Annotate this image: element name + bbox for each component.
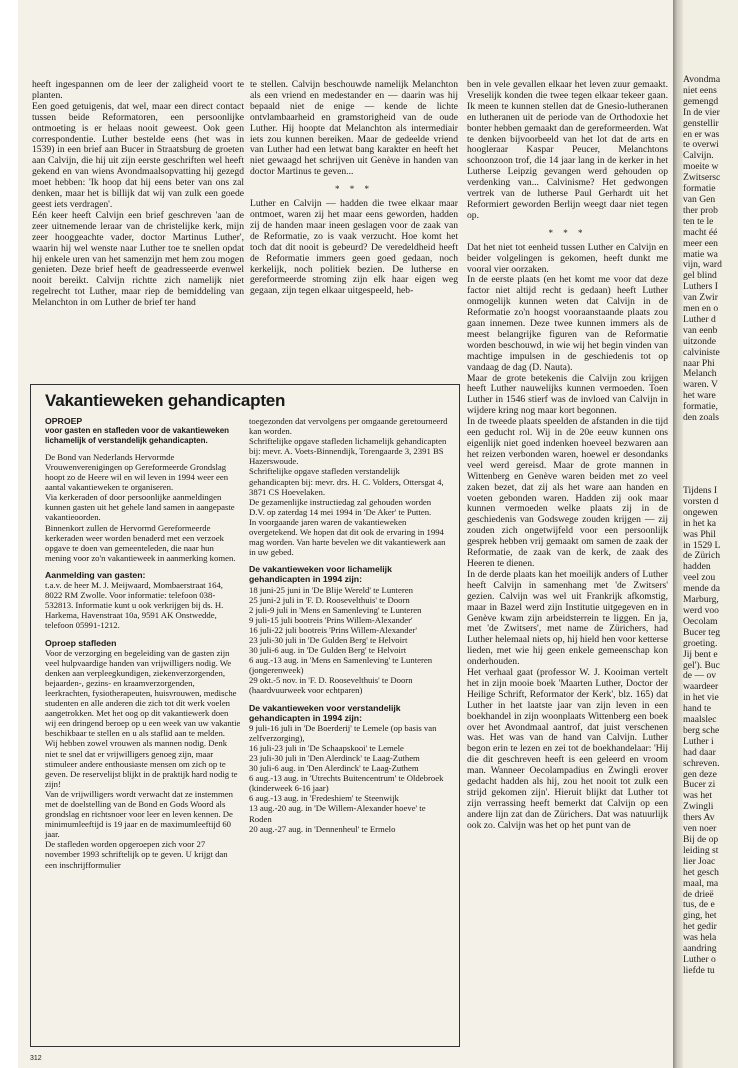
facing-page-line: liefde tu [683,964,715,976]
facing-page-line: in het ka [683,517,717,529]
paragraph: In de tweede plaats speelden de afstanden in die tijd een geducht rol. Wij in de 20e eeuw kunnen ons eigenlijk niet goed indenken hoeveel bezwaren aan het reizen verbonden waren, hoewel er desondanks veel werd gereisd. Maar de grote mannen in Wittenberg en Genève waren beiden met zo veel zaken bezet, dat zij als het ware aan handen en voeten gebonden waren. Hadden zij ook maar kunnen vermoeden welke plaats zij in de geschiedenis van Godswege zouden krijgen — zij zouden zich ongetwijfeld voor een persoonlijk gesprek hebben vrij gemaakt om samen de zaak der Reformatie, de zaak van de kerk, de zaak des Heeren te dienen. [467,416,668,569]
paragraph: Een goed getuigenis, dat wel, maar een direct contact tussen beide Reformatoren, een persoonlijke ontmoeting is er helaas nooit geweest. Ook geen correspondentie. Luther bestelde eens (het was in 1539) in een brief aan Bucer in Straatsburg de groeten aan Calvijn, die hij uit zijn eerste geschriften wel heeft gekend en van wiens Avondmaalsopvatting hij gezegd moet hebben: 'Ik hoop dat hij eens beter van ons zal denken, maar het is billijk dat wij van zulk een goede geest iets verdragen'. [32,100,244,210]
facing-page-line: de — ov [683,670,717,682]
paragraph: In de eerste plaats (en het komt me voor dat deze factor niet altijd recht is gedaan) heeft Luther onmogelijk kunnen weten dat Calvijn in de Reformatie zo'n hoogst vooraanstaande plaats zou gaan innemen. Deze twee kunnen immers als de meest belangrijke figuren van de Reformatie worden beschouwd, in wie wij het begin vinden van machtige impulsen in de geschiedenis tot op vandaag de dag (D. Nauta). [467,274,668,373]
facing-page-line: berg sche [683,724,720,736]
facing-page-line: moeite w [683,161,719,173]
paragraph: Maar de grote betekenis die Calvijn zou krijgen heeft Luther nauwelijks kunnen vermoeden. Toen Luther in 1546 stierf was de invloed van Calvijn in wijdere kring nog maar kort begonnen. [467,372,668,417]
facing-page-line: Melanch [683,368,717,380]
facing-page-line: ven noer [683,823,717,835]
facing-page-line: genstellir [683,117,719,129]
facing-page-line: van Gen [683,193,716,205]
facing-page-line: den zoals [683,412,719,424]
facing-page-line: was Phil [683,528,716,540]
paragraph: Voor de verzorging en begeleiding van de gasten zijn veel hulpvaardige handen van vrijwilligers nodig. We denken aan verpleegkundigen, ziekenverzorgenden, bejaarden-, gezins- en kraamverzorgenden, leerkrachten, fysiotherapeuten, huisvrouwen, medische studenten en alle anderen die zich tot dit werk voelen aangetrokken. Met het oog op dit vakantiewerk doen wij een dringend beroep op u een week van uw vakantie beschikbaar te stellen en u als staflid aan te melden. [45,647,241,739]
paragraph: Het verhaal gaat (professor W. J. Kooiman vertelt het in zijn mooie boek 'Maarten Luther, Doctor der Heilige Schrift, Reformator der Kerk', blz. 165) dat Luther in het laatste jaar van zijn leven in een boekhandel in zijn woonplaats Wittenberg een boek over het Avondmaal aantrof, dat juist verschenen was. Het was van de hand van Calvijn. Luther begon erin te lezen en zei tot de boekhandelaar: 'Hij die dit geschreven heeft is een geleerd en vroom man. Wanneer Oecolampadius en Zwingli erover gedacht hadden als hij, zou het nooit tot zulk een strijd gekomen zijn'. Hieruit blijkt dat Luther tot zijn verrassing heeft bemerkt dat Calvijn op een andere lijn zat dan de Zürichers. Dat was natuurlijk ook zo. Calvijn was het op het punt van de [467,667,668,831]
facing-page-line: waren. V [683,379,718,391]
facing-page-line: macht éé [683,226,718,238]
paragraph: Luther en Calvijn — hadden die twee elkaar maar ontmoet, waren zij het maar eens geworden, hadden zij de handen maar ineen geslagen voor de zaak van de Reformatie, zo is vaak verzucht. Hoe komt het toch dat dit nooit is gebeurd? De veredeldheid heeft de Reformatie immers geen goed gedaan, noch kerkelijk, noch politiek bezien. De lutherse en gereformeerde stroming zijn elk haar eigen weg gegaan, zijn tegen elkaar uitgespeeld, heb- [250,198,458,297]
facing-page-line: Luthers I [683,281,718,293]
list-item: 20 aug.-27 aug. in 'Dennenheul' te Ermelo [249,823,396,834]
facing-page-line: Luther o [683,953,716,965]
facing-page-line: was hela [683,932,717,944]
paragraph: In voorgaande jaren waren de vakantieweken overgetekend. We hopen dat dit ook de ervaring in 1994 mag worden. Van harte bevelen we dit vakantiewerk aan in uw gebed. [249,516,446,558]
facing-page-line: Luther d [683,313,716,325]
box-title: Vakantieweken gehandicapten [45,391,286,410]
vacation-weeks-box [30,384,460,1047]
list-item: 18 juni-25 juni in 'De Blije Wereld' te Lunteren [249,584,413,595]
facing-page-line: lier Joac [683,855,716,867]
list-item: 6 aug.-13 aug. in 'Fredeshiem' te Steenwijk [249,793,399,804]
facing-page-line: aandring [683,943,717,955]
list-item: 30 juli-6 aug. in 'De Gulden Berg' te Helvoirt [249,645,407,656]
facing-page-line: gel blind [683,270,717,282]
facing-page-line: matie wa [683,248,718,260]
oproep-subheading: voor gasten en stafleden voor de vakantieweken lichamelijk of verstandelijk gehandicapten. [45,426,230,445]
paragraph: De stafleden worden opgeroepen zich voor 27 november 1993 schriftelijk op te geven. U krijgt dan een inschrijfformulier [45,839,228,870]
facing-page-line: meer een [683,237,718,249]
facing-page-line: hadden [683,561,711,573]
facing-page-line: vorsten d [683,495,719,507]
facing-page-line: gemengd [683,95,719,107]
article-column-3 [467,80,668,832]
facing-page-line: het ware [683,390,716,402]
facing-page-line: het gedir [683,921,717,933]
list-item: 30 juli-6 aug. in 'Den Alerdinck' te Laag-Zuthem [249,763,419,774]
list-item: 23 juli-30 juli in 'Den Alerdinck' te Laag-Zuthem [249,753,420,763]
list-item: 23 juli-30 juli in 'De Gulden Berg' te Helvoirt [249,634,408,645]
facing-page-line: uitzonde [683,335,717,347]
facing-page-line: Luther i [683,735,714,747]
facing-page-line: Marburg, [683,594,719,606]
facing-page-line: Calvijn. [683,150,714,162]
facing-page-line: ongewen [683,506,718,518]
facing-page-line: formatie [683,183,716,195]
paragraph: ben in vele gevallen elkaar het leven zuur gemaakt. Vreselijk konden die twee tegen elkaar tekeer gaan. Ik meen te kunnen stellen dat de Gnesio-lutheranen en lutheranen uit de periode van de Orthodoxie het bonter hebben gemaakt dan de gereformeerden. Wat te denken bijvoorbeeld van het lot dat de arts en hoogleraar Kaspar Peucer, Melanchtons schoonzoon trof, die 14 jaar lang in de kerker in het Lutherse Leipzig gevangen werd gehouden op verdenking van... Calvinisme? Het gedwongen vertrek van de lutherse Paul Gerhardt uit het Reformiert geworden Berlijn weegt daar niet tegen op. [467,79,668,221]
facing-page-line: was het [683,790,713,802]
paragraph: In de derde plaats kan het moeilijk anders of Luther heeft Calvijn in samenhang met 'de Zwitsers' gezien. Calvijn was wel uit Frankrijk afkomstig, maar in Bazel werd zijn Institutie uitgegeven en in Genève kwam zijn arbeidsterrein te liggen. En ja, met 'de Zwitsers', met name de Zürichers, had Luther helemaal niets op, hij hield hen voor ketterse lieden, met wie hij geen enkele gemeenschap kon onderhouden. [467,568,668,668]
article-column-2 [250,80,458,297]
lich-heading: De vakantieweken voor lichamelijk gehandicapten in 1994 zijn: [249,564,392,585]
facing-page-line: schreven. [683,757,720,769]
facing-page-line: veel zou [683,572,716,584]
facing-page-line: in het vie [683,692,719,704]
paragraph: Schriftelijke opgave stafleden verstandelijk gehandicapten bij: mevr. drs. H. C. Volders, Ottersgat 4, 3871 CS Hoevelaken. [249,466,444,497]
facing-page-line: ging, het [683,910,717,922]
paragraph: toegezonden dat vervolgens per omgaande geretourneerd kan worden. [249,416,448,437]
book-spine [673,0,683,1068]
list-item: 13 aug.-20 aug. in 'De Willem-Alexander hoeve' te Roden [249,803,426,824]
aanmelding-heading: Aanmelding van gasten: [45,569,146,580]
list-item: 9 juli-16 juli in 'De Boerderij' te Lemele (op basis van zelfverzorging), [249,722,437,743]
box-right-column [249,416,449,834]
facing-page-line: ten te le [683,215,714,227]
facing-page-line: Zwingli [683,801,714,813]
facing-page-line: Bucer zi [683,779,716,791]
facing-page-line: Avondma [683,74,721,85]
facing-page-line: Zwitsersc [683,172,721,184]
verst-heading: De vakantieweken voor verstandelijk gehandicapten in 1994 zijn: [249,702,401,723]
facing-page-line: groeting. [683,637,718,649]
facing-page-line: maalslec [683,714,717,726]
facing-page-top-column [683,75,722,424]
facing-page-line: Jij bent e [683,648,718,660]
list-item: 9 juli-15 juli bootreis 'Prins Willem-Alexander' [249,614,413,625]
list-item: 16 juli-22 juli bootreis 'Prins Willem-Alexander' [249,624,417,635]
facing-page-line: Tijdens I [683,485,718,496]
article-column-1 [32,80,244,309]
section-divider: * * * [548,227,587,238]
facing-page-line: niet eens [683,84,717,96]
paragraph: Dat het niet tot eenheid tussen Luther en Calvijn en beider volgelingen is gekomen, heeft dunkt me vooral vier oorzaken. [467,241,668,275]
paragraph: De Bond van Nederlands Hervormde Vrouwenverenigingen op Gereformeerde Grondslag hoopt zo de Heere wil en wil leven in 1994 weer een aantal vakantieweken te organiseren. [45,451,229,493]
facing-page-line: de drieë [683,888,714,900]
facing-page [683,0,738,1068]
list-item: 25 juni-2 juli in 'F. D. Roosevelthuis' te Doorn [249,594,410,605]
paragraph: te stellen. Calvijn beschouwde namelijk Melanchton als een vriend en medestander en — daarin was hij bepaald niet de enige — kende de lichte ontvlambaarheid en gramstorigheid van de oude Luther. Hij hoopte dat Melanchton als intermediair iets zou kunnen bereiken. Maar de gedeelde vriend van Luther had een letwat bang karakter en heeft het niet gewaagd het schrijven uit Genève in handen van doctor Martinus te geven... [250,79,458,178]
facing-page-line: thers Av [683,812,715,824]
facing-page-line: van Zwir [683,292,718,304]
paragraph: Van de vrijwilligers wordt verwacht dat ze instemmen met de doelstelling van de Bond en Gods Woord als grondslag en richtsnoer voor leer en leven kennen. De minimumleeftijd is 19 jaar en de maximumleeftijd 60 jaar. [45,788,233,840]
paragraph: Via kerkeraden of door persoonlijke aanmeldingen kunnen gasten uit het gehele land samen in aangepaste vakantieoorden. [45,492,235,523]
facing-page-line: in 1529 L [683,539,721,551]
facing-page-line: de Zürich [683,550,721,562]
list-item: 6 aug.-13 aug. in 'Utrechts Buitencentrum' te Oldebroek (kinderweek 6-16 jaar) [249,773,444,794]
paragraph: De gezamenlijke instructiedag zal gehouden worden D.V. op zaterdag 14 mei 1994 in 'De Aker' te Putten. [249,496,432,517]
staf-heading: Oproep stafleden [45,637,117,648]
facing-page-bottom-column [683,486,720,977]
facing-page-line: waardeer [683,681,719,693]
paragraph: Schriftelijke opgave stafleden lichamelijk gehandicapten bij: mevr. A. Voets-Binnendijk, Torengaarde 3, 2391 BS Hazerswoude. [249,436,447,467]
facing-page-line: calviniste [683,346,720,358]
oproep-heading: OPROEP [45,416,83,426]
list-item: 16 juli-23 juli in 'De Schaapskooi' te Lemele [249,742,404,753]
paragraph: heeft ingespannen om de leer der zaligheid voort te planten. [32,79,244,101]
facing-page-line: ther prob [683,204,718,216]
facing-page-line: tus, de e [683,899,715,911]
paragraph: Wij hebben zowel vrouwen als mannen nodig. Denk niet te snel dat er vrijwilligers genoeg zijn, maar stimuleer andere enthousiaste mensen om zich op te geven. De reservelijst blijkt in de praktijk hard nodig te zijn! [45,738,238,789]
facing-page-line: maal, ma [683,877,719,889]
paragraph: t.a.v. de heer M. J. Meijwaard, Mombaerstraat 164, 8022 RM Zwolle. Voor informatie: telefoon 038-532813. Informatie kunt u ook verkrijgen bij ds. H. Harkema, Havenstraat 10a, 9591 AK Onstwedde, telefoon 05991-1212. [45,580,224,631]
box-left-column [45,416,241,870]
facing-page-line: het gesch [683,866,719,878]
facing-page-line: gen deze [683,768,717,780]
section-divider: * * * [335,184,373,195]
facing-page-line: In de vier [683,106,720,118]
facing-page-line: had daar [683,746,716,758]
facing-page-line: leiding st [683,844,719,856]
facing-page-line: men en o [683,303,719,315]
facing-page-line: en er was [683,128,720,140]
facing-page-line: van eenb [683,324,718,336]
list-item: 6 aug.-13 aug. in 'Mens en Samenleving' te Lunteren (jongerenweek) [249,655,433,676]
facing-page-line: werd voo [683,604,719,616]
facing-page-line: Bucer teg [683,626,721,638]
paragraph: Binnenkort zullen de Hervormd Gereformeerde kerkeraden weer worden benaderd met een verzoek opgave te doen van gemeenteleden, die naar hun mening voor zo'n vakantieweek in aanmerking komen. [45,522,236,563]
list-item: 2 juli-9 juli in 'Mens en Samenleving' te Lunteren [249,604,422,615]
facing-page-line: gel'). Buc [683,659,720,671]
list-item: 29 okt.-5 nov. in 'F. D. Roosevelthuis' te Doorn (haardvuurweek voor echtparen) [249,675,413,696]
facing-page-line: vijn, ward [683,259,722,271]
facing-page-line: naar Phi [683,357,715,369]
facing-page-line: hand te [683,703,711,715]
facing-page-line: te overwi [683,139,719,151]
page-number: 312 [30,1055,42,1062]
facing-page-line: Bij de op [683,834,719,845]
facing-page-line: formatie, [683,401,718,413]
facing-page-line: mende da [683,583,721,595]
paragraph: Eén keer heeft Calvijn een brief geschreven 'aan de zeer uitnemende leraar van de christelijke kerk, mijn zeer hooggeachte vader, doctor Martinus Luther', waarin hij wel wenste naar Luther toe te snellen opdat hij enkele uren van het samenzijn met hem zou mogen genieten. Deze brief heeft de geadresseerde evenwel nooit bereikt. Calvijn richtte zich namelijk niet regelrecht tot Luther, maar riep de bemiddeling van Melanchton in om Luther de brief ter hand [32,209,244,309]
facing-page-line: Oecolam [683,615,718,627]
